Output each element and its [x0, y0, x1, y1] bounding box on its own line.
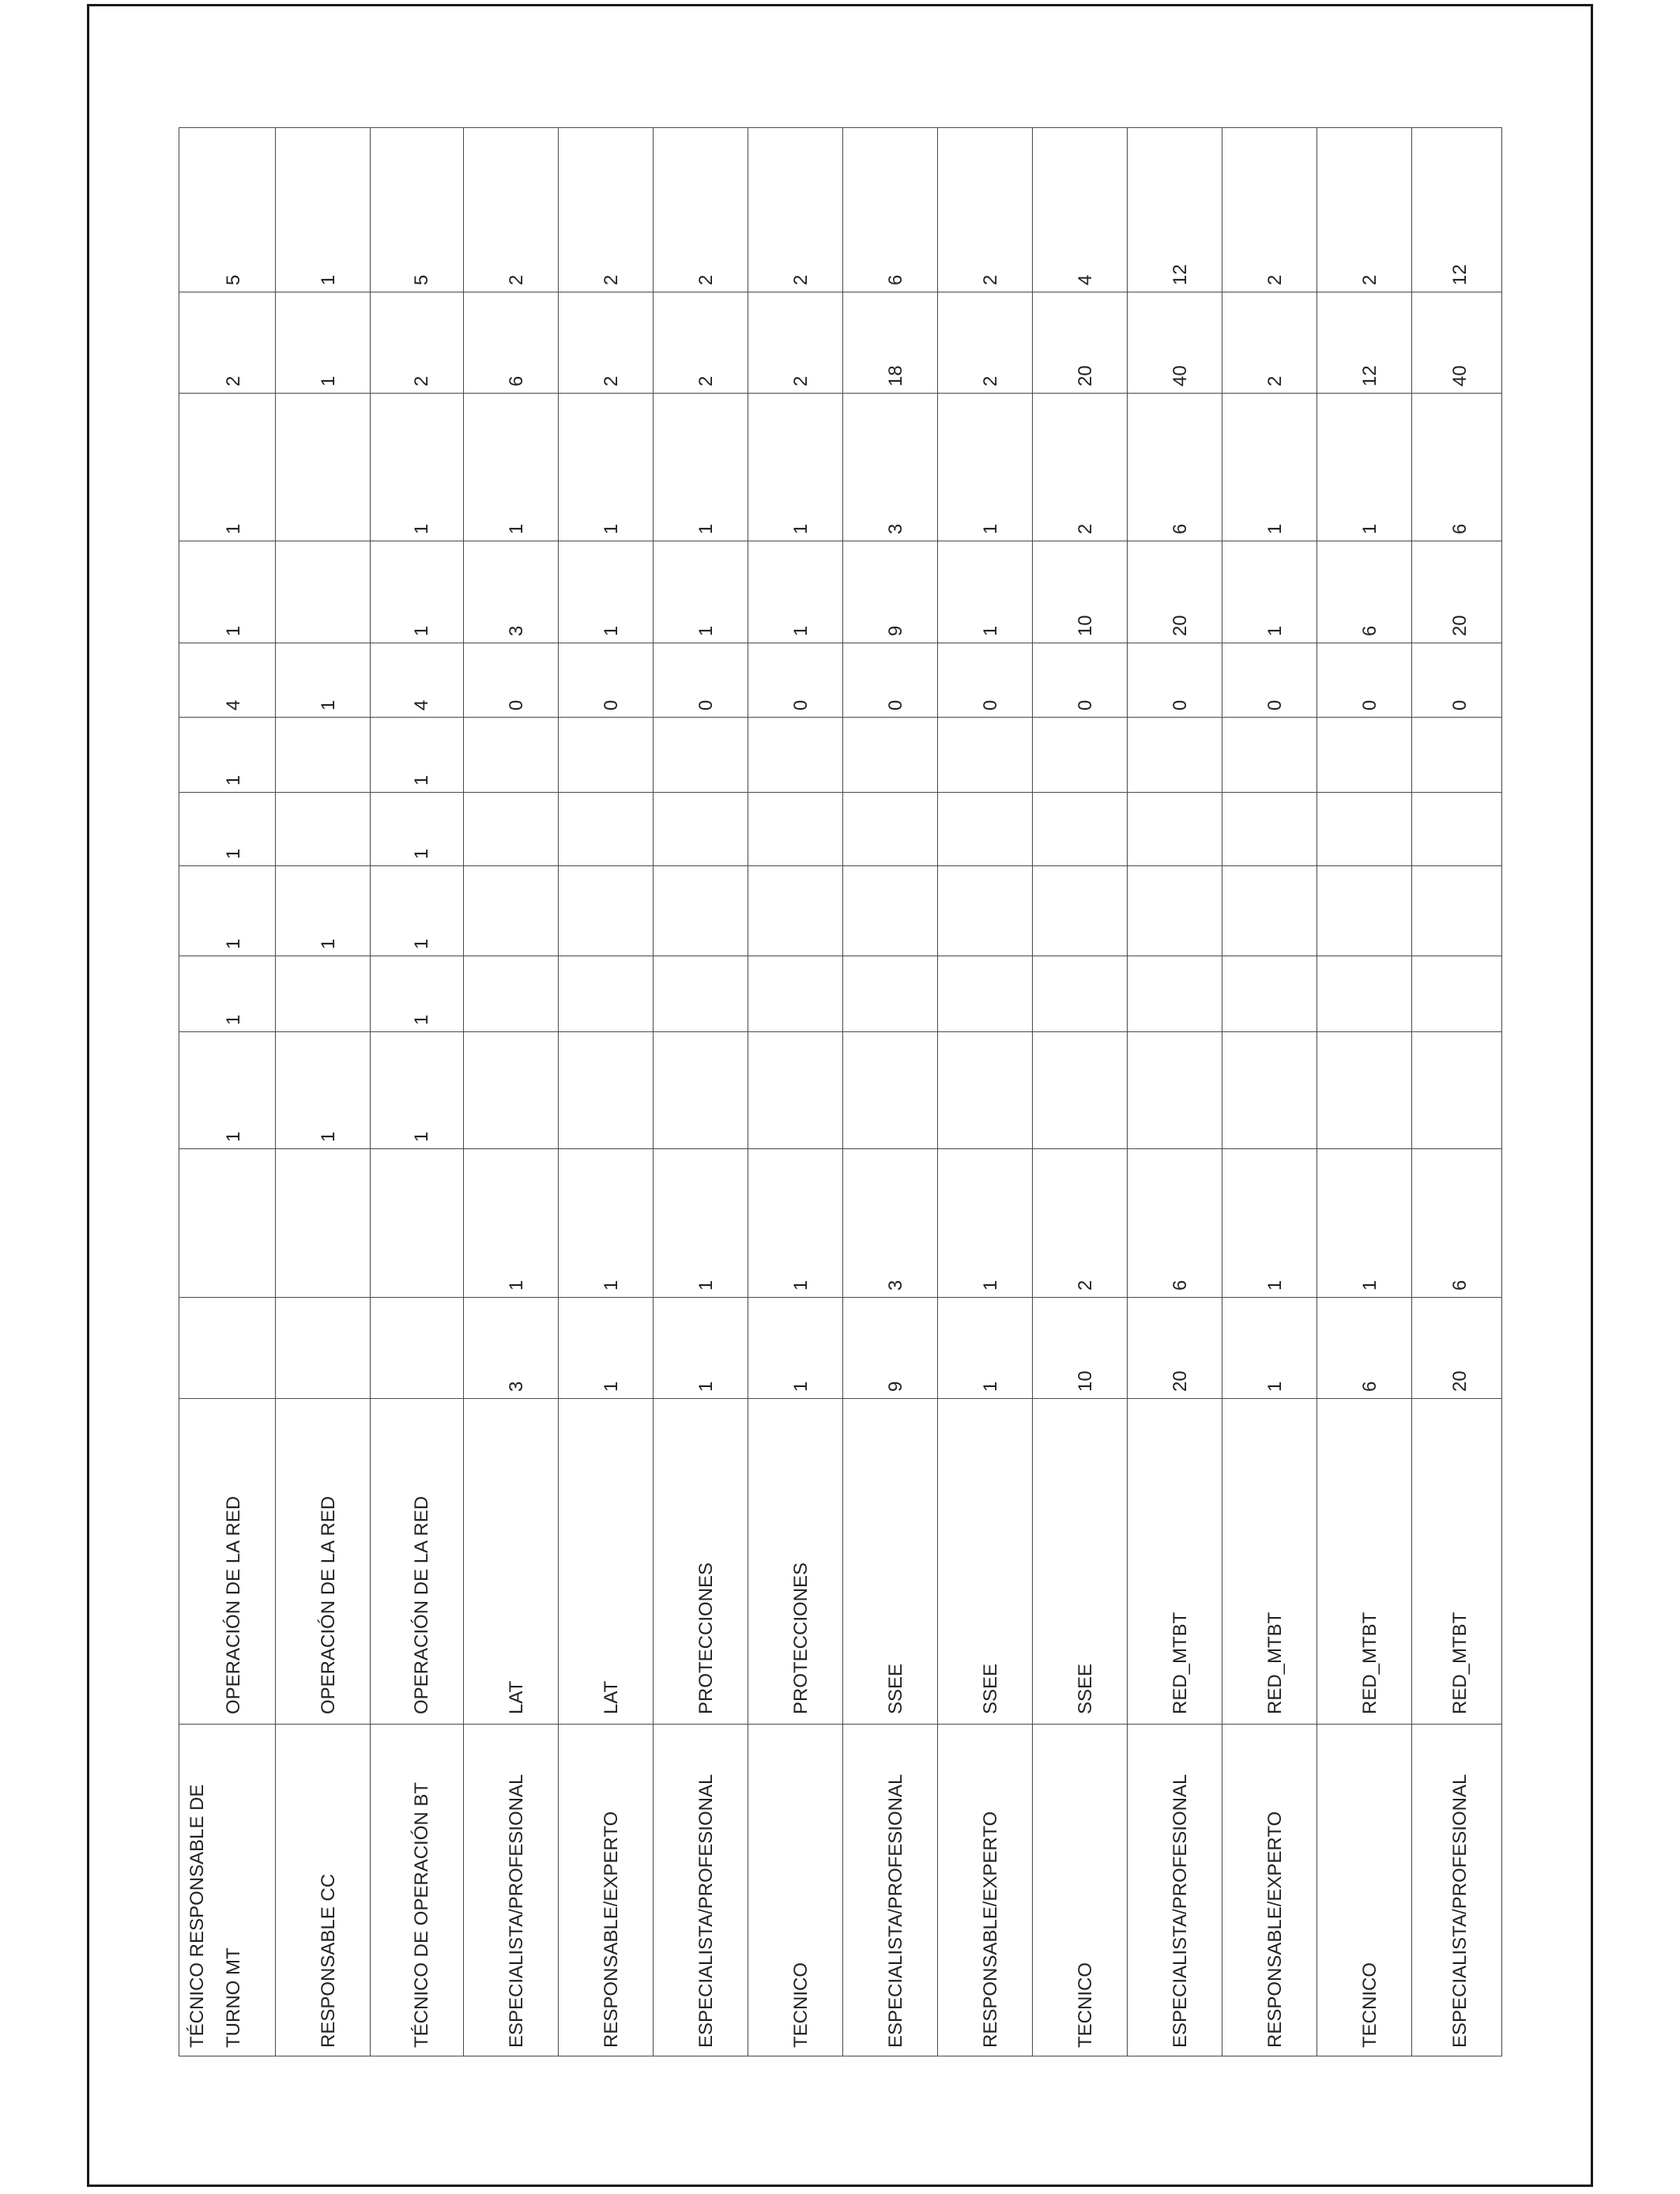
value-cell-c10: 3	[843, 394, 938, 541]
value-cell-c12: 6	[843, 128, 938, 292]
value-cell-c8: 0	[1128, 643, 1222, 718]
value-cell-c2: 1	[1317, 1149, 1412, 1298]
value-cell-c6	[938, 793, 1033, 866]
value-cell-c11: 2	[559, 292, 654, 394]
value-cell-c10: 1	[464, 394, 559, 541]
value-cell-c5	[1317, 866, 1412, 956]
table-row	[748, 128, 843, 2056]
role-cell: TÉCNICO RESPONSABLE DE TURNO MT	[179, 1725, 276, 2056]
value-cell-c10: 1	[748, 394, 843, 541]
value-cell-c1: 9	[843, 1298, 938, 1399]
value-cell-c4	[1033, 956, 1128, 1032]
value-cell-c4	[843, 956, 938, 1032]
value-cell-c12: 2	[654, 128, 748, 292]
value-cell-c3	[654, 1032, 748, 1149]
value-cell-c9: 20	[1412, 541, 1502, 643]
area-cell: OPERACIÓN DE LA RED	[371, 1399, 464, 1725]
value-cell-c7	[1317, 718, 1412, 793]
value-cell-c9	[276, 541, 371, 643]
value-cell-c4	[1317, 956, 1412, 1032]
value-cell-c10: 1	[938, 394, 1033, 541]
value-cell-c2: 6	[1128, 1149, 1222, 1298]
value-cell-c3: 1	[179, 1032, 276, 1149]
value-cell-c5	[654, 866, 748, 956]
value-cell-c10: 1	[179, 394, 276, 541]
value-cell-c9: 1	[371, 541, 464, 643]
value-cell-c3	[1033, 1032, 1128, 1149]
role-cell: RESPONSABLE/EXPERTO	[1222, 1725, 1317, 2056]
area-cell: OPERACIÓN DE LA RED	[179, 1399, 276, 1725]
value-cell-c3	[748, 1032, 843, 1149]
role-cell: RESPONSABLE/EXPERTO	[938, 1725, 1033, 2056]
value-cell-c10	[276, 394, 371, 541]
value-cell-c12: 4	[1033, 128, 1128, 292]
value-cell-c9: 1	[179, 541, 276, 643]
value-cell-c3	[1128, 1032, 1222, 1149]
value-cell-c8: 0	[938, 643, 1033, 718]
table-row	[843, 128, 938, 2056]
rotated-table-region	[179, 128, 1500, 2056]
value-cell-c4	[1412, 956, 1502, 1032]
value-cell-c7: 1	[179, 718, 276, 793]
value-cell-c5	[464, 866, 559, 956]
value-cell-c2: 1	[748, 1149, 843, 1298]
area-cell: SSEE	[843, 1399, 938, 1725]
value-cell-c12: 12	[1128, 128, 1222, 292]
value-cell-c9: 1	[1222, 541, 1317, 643]
value-cell-c11: 1	[276, 292, 371, 394]
value-cell-c2: 1	[654, 1149, 748, 1298]
value-cell-c3: 1	[276, 1032, 371, 1149]
value-cell-c2: 3	[843, 1149, 938, 1298]
value-cell-c12: 5	[179, 128, 276, 292]
value-cell-c10: 1	[559, 394, 654, 541]
value-cell-c2	[276, 1149, 371, 1298]
value-cell-c5	[1222, 866, 1317, 956]
value-cell-c12: 2	[1317, 128, 1412, 292]
value-cell-c12: 2	[1222, 128, 1317, 292]
value-cell-c8: 0	[1033, 643, 1128, 718]
table-row	[464, 128, 559, 2056]
value-cell-c5: 1	[276, 866, 371, 956]
role-cell: TÉCNICO DE OPERACIÓN BT	[371, 1725, 464, 2056]
table-row	[654, 128, 748, 2056]
value-cell-c3	[938, 1032, 1033, 1149]
value-cell-c4	[1222, 956, 1317, 1032]
table-row	[1412, 128, 1502, 2056]
value-cell-c7	[464, 718, 559, 793]
value-cell-c7	[1412, 718, 1502, 793]
value-cell-c5	[559, 866, 654, 956]
value-cell-c5	[1412, 866, 1502, 956]
value-cell-c1: 20	[1412, 1298, 1502, 1399]
value-cell-c3	[559, 1032, 654, 1149]
staffing-table	[179, 127, 1502, 2056]
table-row	[1128, 128, 1222, 2056]
table-row	[179, 128, 276, 2056]
value-cell-c6	[559, 793, 654, 866]
value-cell-c2: 1	[559, 1149, 654, 1298]
value-cell-c9: 10	[1033, 541, 1128, 643]
value-cell-c11: 2	[938, 292, 1033, 394]
value-cell-c8: 0	[748, 643, 843, 718]
value-cell-c3	[1412, 1032, 1502, 1149]
value-cell-c3	[464, 1032, 559, 1149]
value-cell-c8: 0	[654, 643, 748, 718]
value-cell-c8: 4	[179, 643, 276, 718]
value-cell-c7	[843, 718, 938, 793]
value-cell-c8: 4	[371, 643, 464, 718]
value-cell-c2: 1	[938, 1149, 1033, 1298]
value-cell-c5	[843, 866, 938, 956]
value-cell-c11: 12	[1317, 292, 1412, 394]
value-cell-c8: 0	[1412, 643, 1502, 718]
area-cell: RED_MTBT	[1317, 1399, 1412, 1725]
value-cell-c8: 0	[1222, 643, 1317, 718]
role-cell: TECNICO	[1033, 1725, 1128, 2056]
value-cell-c6	[748, 793, 843, 866]
role-cell: TECNICO	[748, 1725, 843, 2056]
value-cell-c6	[843, 793, 938, 866]
value-cell-c7	[1128, 718, 1222, 793]
value-cell-c1: 6	[1317, 1298, 1412, 1399]
value-cell-c4	[748, 956, 843, 1032]
value-cell-c11: 18	[843, 292, 938, 394]
value-cell-c12: 1	[276, 128, 371, 292]
value-cell-c5	[748, 866, 843, 956]
value-cell-c11: 2	[371, 292, 464, 394]
role-cell: ESPECIALISTA/PROFESIONAL	[1412, 1725, 1502, 2056]
table-row	[276, 128, 371, 2056]
value-cell-c11: 2	[179, 292, 276, 394]
value-cell-c3	[843, 1032, 938, 1149]
value-cell-c12: 2	[938, 128, 1033, 292]
value-cell-c6	[1222, 793, 1317, 866]
value-cell-c6	[276, 793, 371, 866]
role-cell: ESPECIALISTA/PROFESIONAL	[654, 1725, 748, 2056]
value-cell-c9: 9	[843, 541, 938, 643]
value-cell-c12: 5	[371, 128, 464, 292]
value-cell-c5: 1	[179, 866, 276, 956]
value-cell-c6	[1412, 793, 1502, 866]
value-cell-c8: 1	[276, 643, 371, 718]
value-cell-c11: 40	[1412, 292, 1502, 394]
area-cell: LAT	[559, 1399, 654, 1725]
role-cell: TECNICO	[1317, 1725, 1412, 2056]
value-cell-c1	[276, 1298, 371, 1399]
value-cell-c5	[1033, 866, 1128, 956]
value-cell-c11: 2	[654, 292, 748, 394]
value-cell-c3: 1	[371, 1032, 464, 1149]
value-cell-c7	[748, 718, 843, 793]
value-cell-c9: 1	[654, 541, 748, 643]
role-cell: RESPONSABLE/EXPERTO	[559, 1725, 654, 2056]
value-cell-c6	[1033, 793, 1128, 866]
value-cell-c7	[276, 718, 371, 793]
value-cell-c7	[938, 718, 1033, 793]
value-cell-c4	[276, 956, 371, 1032]
value-cell-c4	[464, 956, 559, 1032]
value-cell-c9: 1	[748, 541, 843, 643]
value-cell-c11: 2	[1222, 292, 1317, 394]
value-cell-c7: 1	[371, 718, 464, 793]
value-cell-c8: 0	[843, 643, 938, 718]
value-cell-c4	[654, 956, 748, 1032]
value-cell-c4: 1	[179, 956, 276, 1032]
value-cell-c11: 20	[1033, 292, 1128, 394]
value-cell-c6	[1128, 793, 1222, 866]
value-cell-c7	[654, 718, 748, 793]
value-cell-c3	[1317, 1032, 1412, 1149]
value-cell-c10: 6	[1412, 394, 1502, 541]
value-cell-c2: 2	[1033, 1149, 1128, 1298]
value-cell-c6	[1317, 793, 1412, 866]
value-cell-c5: 1	[371, 866, 464, 956]
value-cell-c1: 1	[1222, 1298, 1317, 1399]
value-cell-c2: 1	[1222, 1149, 1317, 1298]
value-cell-c9: 1	[559, 541, 654, 643]
value-cell-c2: 6	[1412, 1149, 1502, 1298]
value-cell-c4	[938, 956, 1033, 1032]
area-cell: PROTECCIONES	[654, 1399, 748, 1725]
area-cell: OPERACIÓN DE LA RED	[276, 1399, 371, 1725]
value-cell-c6	[464, 793, 559, 866]
value-cell-c10: 6	[1128, 394, 1222, 541]
value-cell-c6: 1	[179, 793, 276, 866]
value-cell-c10: 1	[654, 394, 748, 541]
table-row	[1033, 128, 1128, 2056]
area-cell: RED_MTBT	[1128, 1399, 1222, 1725]
value-cell-c12: 2	[559, 128, 654, 292]
value-cell-c10: 2	[1033, 394, 1128, 541]
value-cell-c11: 40	[1128, 292, 1222, 394]
value-cell-c8: 0	[1317, 643, 1412, 718]
value-cell-c7	[1033, 718, 1128, 793]
value-cell-c1: 1	[654, 1298, 748, 1399]
value-cell-c6	[654, 793, 748, 866]
value-cell-c1: 20	[1128, 1298, 1222, 1399]
value-cell-c1	[371, 1298, 464, 1399]
value-cell-c1: 3	[464, 1298, 559, 1399]
value-cell-c2	[371, 1149, 464, 1298]
value-cell-c12: 2	[464, 128, 559, 292]
value-cell-c2: 1	[464, 1149, 559, 1298]
role-cell: ESPECIALISTA/PROFESIONAL	[464, 1725, 559, 2056]
value-cell-c1	[179, 1298, 276, 1399]
area-cell: LAT	[464, 1399, 559, 1725]
value-cell-c1: 10	[1033, 1298, 1128, 1399]
value-cell-c11: 2	[748, 292, 843, 394]
value-cell-c4	[1128, 956, 1222, 1032]
area-cell: PROTECCIONES	[748, 1399, 843, 1725]
value-cell-c8: 0	[559, 643, 654, 718]
table-row	[1222, 128, 1317, 2056]
area-cell: RED_MTBT	[1222, 1399, 1317, 1725]
role-cell: RESPONSABLE CC	[276, 1725, 371, 2056]
value-cell-c12: 12	[1412, 128, 1502, 292]
value-cell-c7	[1222, 718, 1317, 793]
table-row	[371, 128, 464, 2056]
area-cell: SSEE	[1033, 1399, 1128, 1725]
value-cell-c1: 1	[748, 1298, 843, 1399]
value-cell-c4: 1	[371, 956, 464, 1032]
value-cell-c7	[559, 718, 654, 793]
area-cell: SSEE	[938, 1399, 1033, 1725]
value-cell-c2	[179, 1149, 276, 1298]
value-cell-c10: 1	[1222, 394, 1317, 541]
value-cell-c9: 20	[1128, 541, 1222, 643]
value-cell-c9: 3	[464, 541, 559, 643]
value-cell-c5	[938, 866, 1033, 956]
table-row	[938, 128, 1033, 2056]
value-cell-c3	[1222, 1032, 1317, 1149]
value-cell-c1: 1	[559, 1298, 654, 1399]
value-cell-c4	[559, 956, 654, 1032]
value-cell-c10: 1	[1317, 394, 1412, 541]
table-row	[559, 128, 654, 2056]
value-cell-c8: 0	[464, 643, 559, 718]
role-cell: ESPECIALISTA/PROFESIONAL	[843, 1725, 938, 2056]
value-cell-c9: 1	[938, 541, 1033, 643]
value-cell-c6: 1	[371, 793, 464, 866]
value-cell-c9: 6	[1317, 541, 1412, 643]
value-cell-c10: 1	[371, 394, 464, 541]
value-cell-c1: 1	[938, 1298, 1033, 1399]
value-cell-c5	[1128, 866, 1222, 956]
table-row	[1317, 128, 1412, 2056]
area-cell: RED_MTBT	[1412, 1399, 1502, 1725]
value-cell-c11: 6	[464, 292, 559, 394]
role-cell: ESPECIALISTA/PROFESIONAL	[1128, 1725, 1222, 2056]
value-cell-c12: 2	[748, 128, 843, 292]
